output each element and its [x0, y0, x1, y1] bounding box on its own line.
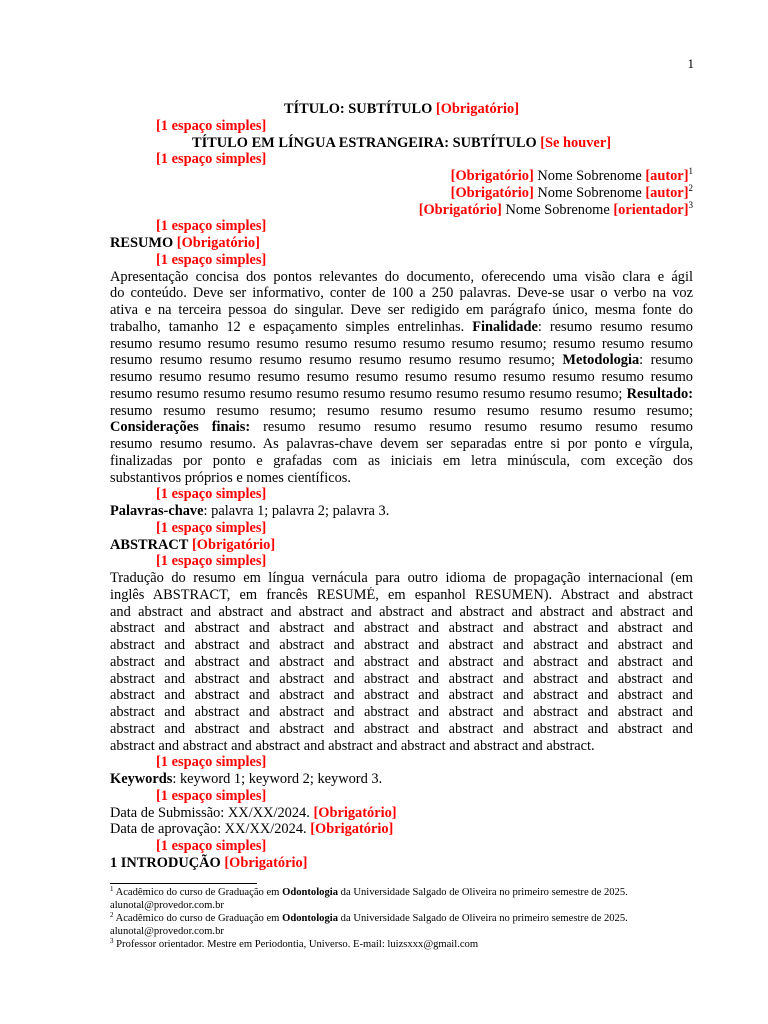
spacer-note: [1 espaço simples]	[156, 519, 267, 536]
required-tag: [Obrigatório]	[176, 235, 260, 251]
abstract-heading: ABSTRACT	[110, 536, 189, 553]
resumo-text: : resumo resumo resumo	[537, 318, 693, 335]
abstract-line: and abstract and abstract and abstract and abstract and abstract and abstract and abstract and	[110, 603, 693, 620]
resumo-line	[110, 319, 693, 336]
footnote-2	[110, 912, 710, 925]
spacer-note: [1 espaço simples]	[156, 218, 267, 235]
keywords-en-text: : keyword 1; keyword 2; keyword 3.	[172, 771, 383, 787]
resultado-label: Resultado:	[626, 385, 693, 402]
author-tag: [Obrigatório]	[450, 184, 534, 201]
author-role: [autor]	[645, 168, 689, 184]
submission-date-line	[110, 805, 693, 822]
footnote-course: Odontologia	[282, 887, 339, 898]
author-line	[110, 182, 693, 202]
abstract-line: abstract and abstract and abstract and abstract and abstract and abstract and abstract and	[110, 637, 693, 653]
footnote-text: Acadêmico do curso de Graduação em	[115, 913, 280, 924]
resumo-text: resumo resumo resumo resumo resumo resumo resumo resumo resumo resumo resumo;	[110, 385, 623, 402]
resumo-line: resumo resumo resumo resumo resumo resumo resumo resumo resumo; resumo resumo resumo	[110, 335, 693, 352]
resumo-line	[110, 419, 693, 436]
spacer-note: [1 espaço simples]	[156, 117, 267, 134]
intro-heading: 1 INTRODUÇÃO	[110, 854, 221, 871]
resumo-line: resumo resumo resumo resumo resumo resumo resumo resumo resumo resumo resumo resumo	[110, 369, 693, 385]
footnote-1-email: alunotal@provedor.com.br	[110, 900, 224, 911]
spacer-note: [1 espaço simples]	[156, 553, 267, 570]
keywords-en-line	[110, 771, 693, 788]
resumo-heading: RESUMO	[110, 235, 174, 251]
spacer-note: [1 espaço simples]	[156, 151, 267, 168]
footnote-text: Acadêmico do curso de Graduação em	[115, 887, 280, 898]
resumo-line	[110, 386, 693, 403]
abstract-line: abstract and abstract and abstract and abstract and abstract and abstract and abstract and	[110, 687, 693, 704]
abstract-line: abstract and abstract and abstract and abstract and abstract and abstract and abstract and	[110, 720, 693, 737]
footnote-marker: 2	[110, 911, 114, 919]
spacer-note: [1 espaço simples]	[156, 787, 267, 804]
required-tag: [Obrigatório]	[224, 854, 308, 871]
resumo-text: trabalho, tamanho 12 e espaçamento simples entrelinhas.	[110, 318, 465, 335]
footnote-ref: 1	[688, 166, 693, 176]
abstract-line: abstract and abstract and abstract and abstract and abstract and abstract and abstract and	[110, 620, 693, 637]
keywords-pt-text: : palavra 1; palavra 2; palavra 3.	[203, 503, 390, 519]
footnote-text: Professor orientador. Mestre em Periodontia, Universo. E-mail: luizsxxx@gmail.com	[116, 939, 479, 950]
resumo-line: Apresentação concisa dos pontos relevantes do documento, oferecendo uma visão clara e ágil	[110, 268, 693, 285]
keywords-pt-line	[110, 503, 693, 520]
advisor-line	[110, 199, 693, 219]
abstract-line: abstract and abstract and abstract and abstract and abstract and abstract and abstract and	[110, 704, 693, 720]
spacer-note: [1 espaço simples]	[156, 754, 267, 771]
author-name: Nome Sobrenome	[537, 168, 642, 184]
resumo-line: resumo resumo resumo resumo; resumo resumo resumo resumo resumo resumo resumo;	[110, 402, 693, 419]
footnote-marker: 1	[110, 885, 114, 893]
title-text: TÍTULO: SUBTÍTULO	[283, 101, 433, 117]
approval-date-line	[110, 821, 693, 838]
resumo-text: resumo resumo resumo resumo resumo resumo resumo resumo resumo;	[110, 352, 555, 369]
author-tag: [Obrigatório]	[450, 168, 534, 184]
intro-heading-line	[110, 855, 693, 872]
footnote-1	[110, 886, 710, 899]
author-name: Nome Sobrenome	[537, 184, 642, 201]
foreign-title-text: TÍTULO EM LÍNGUA ESTRANGEIRA: SUBTÍTULO	[191, 134, 537, 151]
resumo-line: substantivos próprios e nomes científicos.	[110, 469, 352, 486]
required-tag: [Obrigatório]	[310, 821, 394, 838]
page-number: 1	[687, 56, 694, 71]
resumo-text: : resumo	[639, 352, 693, 369]
resumo-line: finalizadas por ponto e grafadas com as iniciais em letra minúscula, com exceção dos	[110, 452, 693, 469]
author-role: [orientador]	[613, 201, 689, 218]
required-tag: [Obrigatório]	[313, 804, 397, 821]
footnote-3	[110, 938, 710, 951]
metodologia-label: Metodologia	[562, 352, 640, 369]
spacer-note: [1 espaço simples]	[156, 838, 267, 854]
title-required-tag: [Obrigatório]	[435, 101, 520, 117]
author-line	[110, 168, 693, 185]
footnote-separator	[110, 883, 257, 884]
footnote-ref: 2	[688, 182, 693, 193]
abstract-line: abstract and abstract and abstract and abstract and abstract and abstract and abstract.	[110, 737, 595, 754]
resumo-line: resumo resumo resumo. As palavras-chave devem ser separadas entre si por ponto e vírgula,	[110, 436, 693, 452]
spacer-note: [1 espaço simples]	[156, 486, 267, 503]
footnote-text: da Universidade Salgado de Oliveira no primeiro semestre de 2025.	[340, 887, 628, 898]
foreign-title-tag: [Se houver]	[540, 134, 611, 151]
abstract-paragraph	[110, 570, 693, 754]
resumo-heading-line	[110, 235, 693, 252]
spacer-note: [1 espaço simples]	[156, 251, 267, 268]
keywords-pt-label: Palavras-chave	[110, 503, 204, 519]
title-line	[110, 101, 693, 118]
author-tag: [Obrigatório]	[418, 201, 502, 218]
resumo-line: do conteúdo. Deve ser informativo, conter de 100 a 250 palavras. Deve-se usar o verbo na voz	[110, 285, 693, 302]
footnote-text: da Universidade Salgado de Oliveira no primeiro semestre de 2025.	[340, 913, 628, 924]
document-body	[110, 101, 693, 872]
resumo-line	[110, 352, 693, 369]
footnotes	[110, 886, 710, 951]
footnote-course: Odontologia	[282, 913, 339, 924]
abstract-line: Tradução do resumo em língua vernácula para outro idioma de propagação internacional (em	[110, 570, 693, 586]
submission-date: Data de Submissão: XX/XX/2024.	[110, 804, 310, 821]
abstract-heading-line	[110, 537, 693, 554]
approval-date: Data de aprovação: XX/XX/2024.	[110, 821, 307, 838]
resumo-paragraph	[110, 269, 693, 487]
footnote-marker: 3	[110, 937, 114, 945]
abstract-line: inglês ABSTRACT, em francês RESUMÉ, em espanhol RESUMEN). Abstract and abstract	[110, 586, 693, 603]
foreign-title-line	[110, 135, 693, 152]
consideracoes-label: Considerações finais:	[110, 419, 251, 436]
keywords-en-label: Keywords	[110, 771, 173, 787]
author-role: [autor]	[645, 184, 689, 201]
author-name: Nome Sobrenome	[505, 201, 610, 218]
resumo-line: ativa e na terceira pessoa do singular. Deve ser redigido em parágrafo único, mesma fonte do	[110, 302, 693, 318]
abstract-line: abstract and abstract and abstract and abstract and abstract and abstract and abstract and	[110, 653, 693, 670]
footnote-2-email: alunotal@provedor.com.br	[110, 926, 224, 937]
required-tag: [Obrigatório]	[191, 536, 276, 553]
footnote-ref: 3	[688, 199, 693, 210]
resumo-text: resumo resumo resumo resumo resumo resumo resumo resumo	[250, 419, 693, 436]
abstract-line: abstract and abstract and abstract and abstract and abstract and abstract and abstract and	[110, 670, 693, 687]
finalidade-label: Finalidade	[472, 318, 538, 335]
